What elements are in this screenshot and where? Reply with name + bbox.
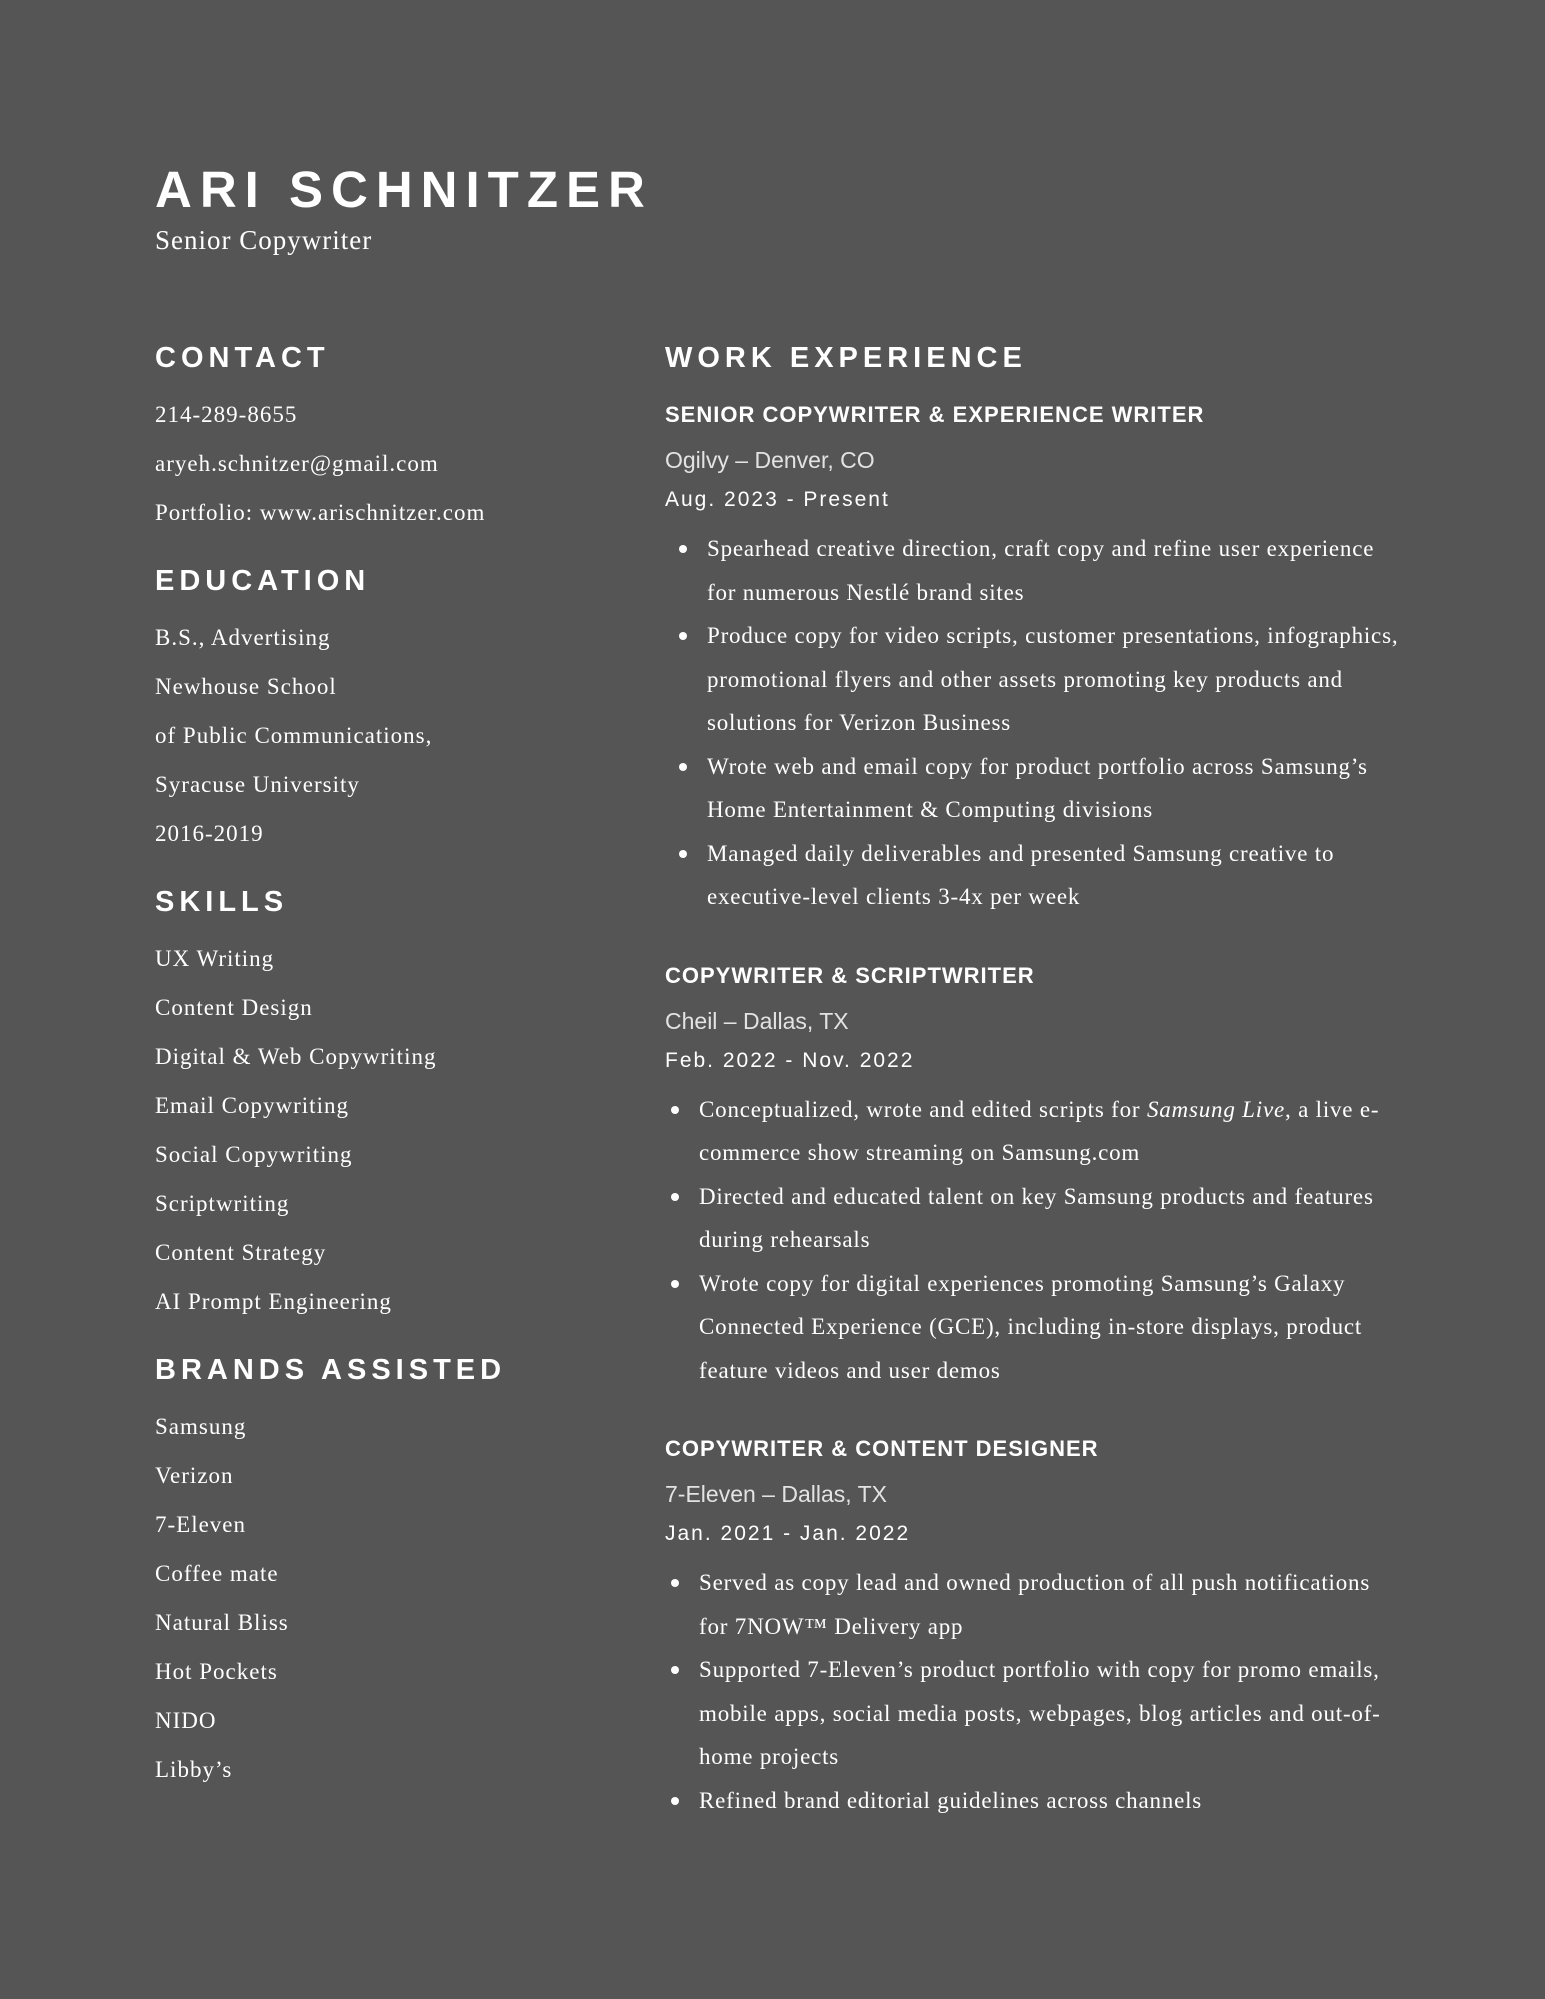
education-line: Syracuse University [155, 772, 360, 797]
brand-item: Verizon [155, 1463, 234, 1488]
education-line: B.S., Advertising [155, 625, 331, 650]
contact-section [155, 340, 625, 537]
brand-item: NIDO [155, 1708, 217, 1733]
job-bullet: Managed daily deliverables and presented Samsung creative to executive-level clients 3-4x per week [665, 832, 1405, 919]
job-title: COPYWRITER & CONTENT DESIGNER [665, 1436, 1099, 1461]
right-column [665, 340, 1405, 1864]
job-entry [665, 1434, 1405, 1822]
show-title: Samsung Live [1146, 1096, 1285, 1122]
bullet-text: , a live e-commerce show streaming on Samsung.com [699, 1096, 1380, 1165]
brand-item: Libby’s [155, 1757, 233, 1782]
job-bullet: Wrote web and email copy for product portfolio across Samsung’s Home Entertainment & Computing divisions [665, 745, 1405, 832]
job-title: COPYWRITER & SCRIPTWRITER [665, 962, 1035, 988]
job-bullets [665, 527, 1405, 919]
brand-item: Samsung [155, 1414, 247, 1439]
skills-heading: SKILLS [155, 886, 289, 918]
contact-email: aryeh.schnitzer@gmail.com [155, 451, 439, 476]
brand-item: Hot Pockets [155, 1659, 278, 1684]
candidate-name: ARI SCHNITZER [155, 161, 653, 218]
job-bullet: Spearhead creative direction, craft copy and refine user experience for numerous Nestlé brand sites [665, 527, 1405, 614]
skill-item: AI Prompt Engineering [155, 1289, 392, 1314]
job-company: 7-Eleven – Dallas, TX [665, 1481, 888, 1507]
skill-item: Scriptwriting [155, 1191, 290, 1216]
candidate-title: Senior Copywriter [155, 225, 373, 255]
job-bullet: Wrote copy for digital experiences promoting Samsung’s Galaxy Connected Experience (GCE), including in-store displays, product feature videos and user demos [665, 1262, 1405, 1393]
education-line: Newhouse School [155, 674, 337, 699]
job-dates: Aug. 2023 - Present [665, 488, 890, 511]
contact-portfolio: Portfolio: www.arischnitzer.com [155, 500, 486, 525]
job-bullet [665, 1088, 1405, 1175]
skill-item: Content Strategy [155, 1240, 327, 1265]
job-bullet: Refined brand editorial guidelines across channels [665, 1779, 1405, 1823]
skill-item: Social Copywriting [155, 1142, 353, 1167]
job-dates: Feb. 2022 - Nov. 2022 [665, 1048, 915, 1072]
job-bullet: Supported 7-Eleven’s product portfolio with copy for promo emails, mobile apps, social media posts, webpages, blog articles and out-of-home projects [665, 1648, 1405, 1779]
skill-item: UX Writing [155, 946, 275, 971]
contact-heading: CONTACT [155, 342, 330, 374]
brand-item: Coffee mate [155, 1561, 279, 1586]
education-heading: EDUCATION [155, 565, 371, 597]
skill-item: Digital & Web Copywriting [155, 1044, 437, 1069]
job-bullets [665, 1561, 1405, 1822]
job-bullet: Directed and educated talent on key Samsung products and features during rehearsals [665, 1175, 1405, 1262]
job-bullet: Served as copy lead and owned production of all push notifications for 7NOW™ Delivery app [665, 1561, 1405, 1648]
education-line: of Public Communications, [155, 723, 433, 748]
job-entry [665, 400, 1405, 919]
education-years: 2016-2019 [155, 821, 264, 846]
left-column [155, 340, 625, 1820]
skill-item: Content Design [155, 995, 313, 1020]
job-entry [665, 961, 1405, 1393]
job-bullets [665, 1088, 1405, 1393]
job-dates: Jan. 2021 - Jan. 2022 [665, 1522, 911, 1545]
bullet-text: Conceptualized, wrote and edited scripts for [699, 1096, 1147, 1122]
brands-section [155, 1352, 625, 1794]
brands-heading: BRANDS ASSISTED [155, 1354, 507, 1386]
brand-item: 7-Eleven [155, 1512, 247, 1537]
brand-item: Natural Bliss [155, 1610, 289, 1635]
contact-phone: 214-289-8655 [155, 402, 298, 427]
education-section [155, 563, 625, 858]
job-company: Ogilvy – Denver, CO [665, 447, 875, 473]
skills-section [155, 884, 625, 1326]
job-title: SENIOR COPYWRITER & EXPERIENCE WRITER [665, 402, 1205, 427]
job-company: Cheil – Dallas, TX [665, 1007, 849, 1034]
work-experience-heading: WORK EXPERIENCE [665, 342, 1027, 374]
skill-item: Email Copywriting [155, 1093, 349, 1118]
job-bullet: Produce copy for video scripts, customer presentations, infographics, promotional flyers and other assets promoting key products and solutions for Verizon Business [665, 614, 1405, 745]
